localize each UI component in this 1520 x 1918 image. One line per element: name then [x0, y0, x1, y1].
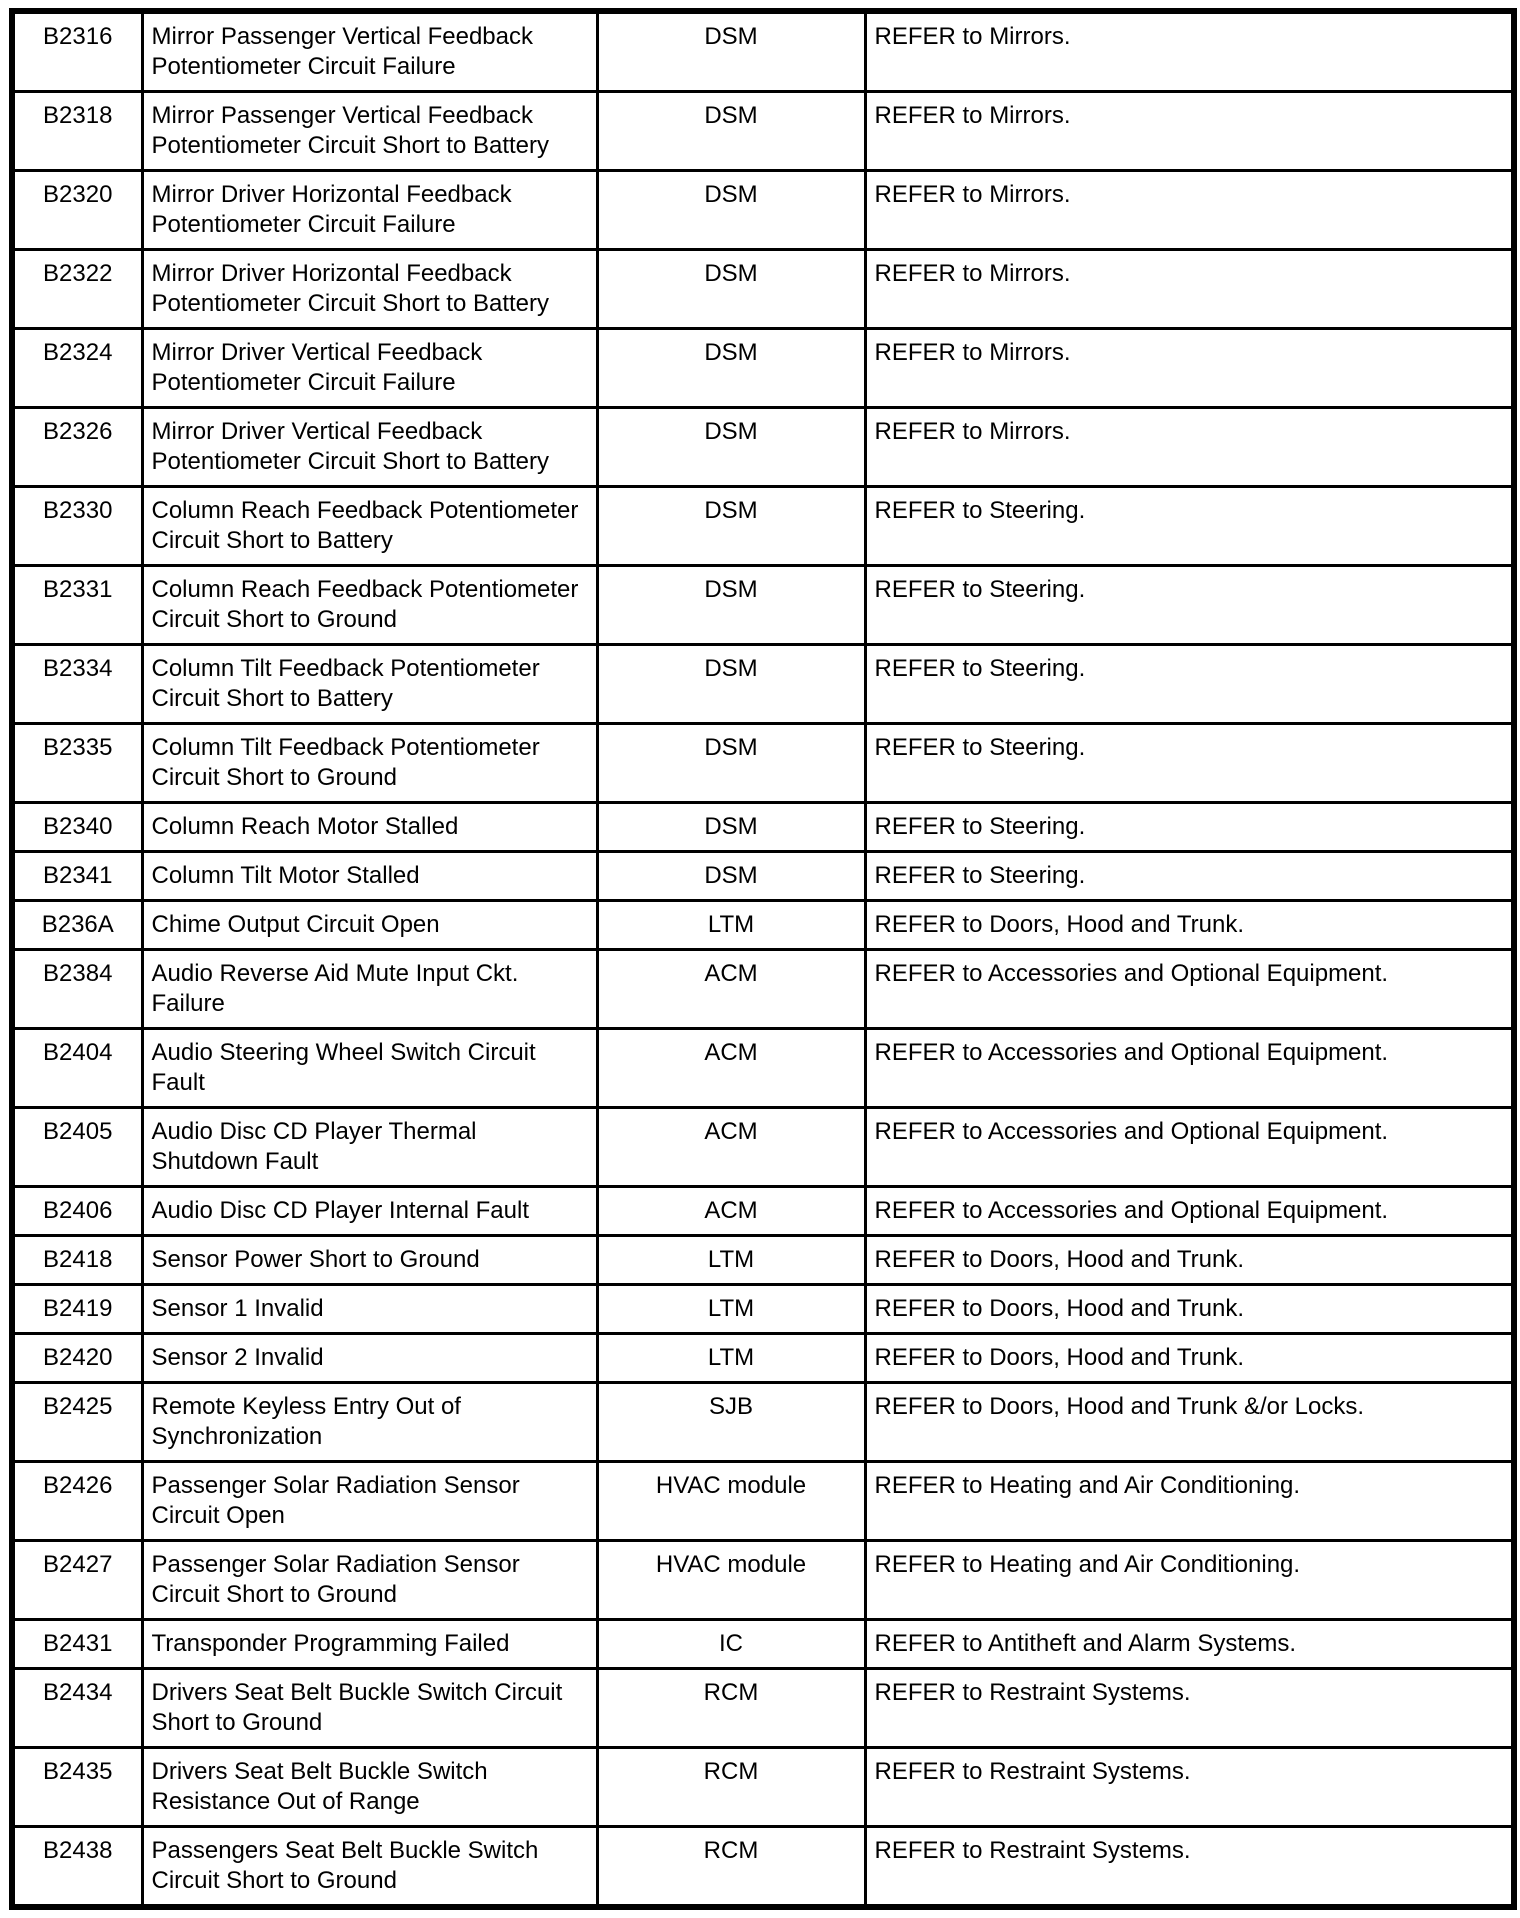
dtc-code-cell: B2438	[12, 1827, 142, 1908]
dtc-action-cell: REFER to Doors, Hood and Trunk.	[865, 1285, 1514, 1334]
dtc-description-cell: Column Tilt Motor Stalled	[142, 852, 597, 901]
dtc-module-cell: RCM	[597, 1669, 865, 1748]
dtc-module-cell: LTM	[597, 1334, 865, 1383]
dtc-table-row	[12, 329, 1514, 408]
dtc-code-cell: B2316	[12, 11, 142, 92]
dtc-code-cell: B2320	[12, 171, 142, 250]
dtc-action-cell: REFER to Heating and Air Conditioning.	[865, 1462, 1514, 1541]
dtc-code-cell: B2419	[12, 1285, 142, 1334]
dtc-description-cell: Passenger Solar Radiation Sensor Circuit Open	[142, 1462, 597, 1541]
dtc-code-cell: B2331	[12, 566, 142, 645]
dtc-description-cell: Remote Keyless Entry Out of Synchronization	[142, 1383, 597, 1462]
dtc-module-cell: RCM	[597, 1748, 865, 1827]
dtc-code-cell: B2340	[12, 803, 142, 852]
dtc-table-row	[12, 1334, 1514, 1383]
dtc-code-cell: B2406	[12, 1187, 142, 1236]
dtc-module-cell: DSM	[597, 566, 865, 645]
dtc-description-cell: Column Tilt Feedback Potentiometer Circuit Short to Battery	[142, 645, 597, 724]
dtc-table-row	[12, 852, 1514, 901]
dtc-table-row	[12, 803, 1514, 852]
dtc-description-cell: Column Reach Motor Stalled	[142, 803, 597, 852]
dtc-description-cell: Drivers Seat Belt Buckle Switch Circuit Short to Ground	[142, 1669, 597, 1748]
dtc-action-cell: REFER to Mirrors.	[865, 92, 1514, 171]
dtc-action-cell: REFER to Steering.	[865, 645, 1514, 724]
dtc-code-cell: B2405	[12, 1108, 142, 1187]
dtc-module-cell: DSM	[597, 171, 865, 250]
dtc-table-row	[12, 724, 1514, 803]
dtc-code-cell: B2431	[12, 1620, 142, 1669]
dtc-action-cell: REFER to Accessories and Optional Equipment.	[865, 1187, 1514, 1236]
dtc-module-cell: HVAC module	[597, 1541, 865, 1620]
dtc-description-cell: Audio Reverse Aid Mute Input Ckt. Failure	[142, 950, 597, 1029]
dtc-description-cell: Mirror Passenger Vertical Feedback Potentiometer Circuit Short to Battery	[142, 92, 597, 171]
dtc-table-row	[12, 408, 1514, 487]
dtc-table-row	[12, 1827, 1514, 1908]
dtc-description-cell: Sensor 2 Invalid	[142, 1334, 597, 1383]
dtc-module-cell: SJB	[597, 1383, 865, 1462]
dtc-description-cell: Passengers Seat Belt Buckle Switch Circuit Short to Ground	[142, 1827, 597, 1908]
dtc-description-cell: Mirror Driver Horizontal Feedback Potentiometer Circuit Short to Battery	[142, 250, 597, 329]
dtc-description-cell: Drivers Seat Belt Buckle Switch Resistance Out of Range	[142, 1748, 597, 1827]
dtc-code-cell: B2426	[12, 1462, 142, 1541]
dtc-table	[9, 8, 1517, 1910]
dtc-description-cell: Audio Steering Wheel Switch Circuit Fault	[142, 1029, 597, 1108]
dtc-code-cell: B2384	[12, 950, 142, 1029]
dtc-table-row	[12, 1285, 1514, 1334]
dtc-description-cell: Chime Output Circuit Open	[142, 901, 597, 950]
dtc-code-cell: B2420	[12, 1334, 142, 1383]
dtc-table-row	[12, 645, 1514, 724]
dtc-table-row	[12, 1462, 1514, 1541]
dtc-module-cell: ACM	[597, 1108, 865, 1187]
dtc-description-cell: Column Reach Feedback Potentiometer Circuit Short to Battery	[142, 487, 597, 566]
dtc-module-cell: DSM	[597, 11, 865, 92]
dtc-module-cell: RCM	[597, 1827, 865, 1908]
dtc-code-cell: B2427	[12, 1541, 142, 1620]
dtc-table-body	[12, 11, 1514, 1907]
dtc-description-cell: Audio Disc CD Player Thermal Shutdown Fault	[142, 1108, 597, 1187]
dtc-description-cell: Mirror Driver Vertical Feedback Potentiometer Circuit Short to Battery	[142, 408, 597, 487]
dtc-description-cell: Mirror Passenger Vertical Feedback Potentiometer Circuit Failure	[142, 11, 597, 92]
dtc-description-cell: Column Tilt Feedback Potentiometer Circuit Short to Ground	[142, 724, 597, 803]
dtc-module-cell: HVAC module	[597, 1462, 865, 1541]
dtc-action-cell: REFER to Doors, Hood and Trunk.	[865, 1236, 1514, 1285]
dtc-module-cell: DSM	[597, 487, 865, 566]
dtc-table-row	[12, 1383, 1514, 1462]
dtc-description-cell: Mirror Driver Horizontal Feedback Potentiometer Circuit Failure	[142, 171, 597, 250]
dtc-table-row	[12, 92, 1514, 171]
dtc-table-row	[12, 1620, 1514, 1669]
dtc-table-row	[12, 487, 1514, 566]
dtc-module-cell: DSM	[597, 852, 865, 901]
dtc-table-row	[12, 1187, 1514, 1236]
dtc-table-row	[12, 1748, 1514, 1827]
dtc-module-cell: DSM	[597, 250, 865, 329]
dtc-action-cell: REFER to Accessories and Optional Equipment.	[865, 950, 1514, 1029]
dtc-code-cell: B2326	[12, 408, 142, 487]
dtc-module-cell: ACM	[597, 1187, 865, 1236]
dtc-module-cell: DSM	[597, 92, 865, 171]
dtc-action-cell: REFER to Accessories and Optional Equipment.	[865, 1108, 1514, 1187]
dtc-description-cell: Mirror Driver Vertical Feedback Potentiometer Circuit Failure	[142, 329, 597, 408]
dtc-action-cell: REFER to Mirrors.	[865, 329, 1514, 408]
dtc-description-cell: Column Reach Feedback Potentiometer Circuit Short to Ground	[142, 566, 597, 645]
dtc-table-row	[12, 1541, 1514, 1620]
dtc-table-row	[12, 1669, 1514, 1748]
dtc-code-cell: B2322	[12, 250, 142, 329]
dtc-module-cell: DSM	[597, 803, 865, 852]
dtc-table-row	[12, 1108, 1514, 1187]
dtc-description-cell: Transponder Programming Failed	[142, 1620, 597, 1669]
dtc-code-cell: B2318	[12, 92, 142, 171]
dtc-action-cell: REFER to Doors, Hood and Trunk &/or Locks.	[865, 1383, 1514, 1462]
dtc-code-cell: B236A	[12, 901, 142, 950]
dtc-code-cell: B2434	[12, 1669, 142, 1748]
dtc-action-cell: REFER to Steering.	[865, 487, 1514, 566]
dtc-module-cell: DSM	[597, 645, 865, 724]
dtc-table-row	[12, 1029, 1514, 1108]
dtc-table-row	[12, 901, 1514, 950]
dtc-code-cell: B2341	[12, 852, 142, 901]
dtc-module-cell: DSM	[597, 329, 865, 408]
dtc-code-cell: B2418	[12, 1236, 142, 1285]
dtc-module-cell: ACM	[597, 950, 865, 1029]
dtc-module-cell: DSM	[597, 724, 865, 803]
dtc-module-cell: LTM	[597, 1236, 865, 1285]
dtc-code-cell: B2335	[12, 724, 142, 803]
dtc-code-cell: B2435	[12, 1748, 142, 1827]
dtc-description-cell: Audio Disc CD Player Internal Fault	[142, 1187, 597, 1236]
dtc-module-cell: LTM	[597, 1285, 865, 1334]
dtc-action-cell: REFER to Steering.	[865, 803, 1514, 852]
dtc-action-cell: REFER to Restraint Systems.	[865, 1748, 1514, 1827]
dtc-code-cell: B2404	[12, 1029, 142, 1108]
dtc-table-row	[12, 250, 1514, 329]
dtc-action-cell: REFER to Doors, Hood and Trunk.	[865, 1334, 1514, 1383]
dtc-action-cell: REFER to Restraint Systems.	[865, 1827, 1514, 1908]
dtc-table-row	[12, 566, 1514, 645]
dtc-code-cell: B2330	[12, 487, 142, 566]
dtc-action-cell: REFER to Accessories and Optional Equipment.	[865, 1029, 1514, 1108]
dtc-action-cell: REFER to Doors, Hood and Trunk.	[865, 901, 1514, 950]
dtc-action-cell: REFER to Antitheft and Alarm Systems.	[865, 1620, 1514, 1669]
dtc-action-cell: REFER to Steering.	[865, 724, 1514, 803]
dtc-code-cell: B2425	[12, 1383, 142, 1462]
dtc-action-cell: REFER to Steering.	[865, 566, 1514, 645]
dtc-action-cell: REFER to Mirrors.	[865, 171, 1514, 250]
dtc-action-cell: REFER to Steering.	[865, 852, 1514, 901]
dtc-action-cell: REFER to Restraint Systems.	[865, 1669, 1514, 1748]
dtc-table-row	[12, 11, 1514, 92]
dtc-action-cell: REFER to Mirrors.	[865, 250, 1514, 329]
dtc-description-cell: Passenger Solar Radiation Sensor Circuit Short to Ground	[142, 1541, 597, 1620]
dtc-module-cell: IC	[597, 1620, 865, 1669]
dtc-module-cell: LTM	[597, 901, 865, 950]
dtc-description-cell: Sensor 1 Invalid	[142, 1285, 597, 1334]
dtc-action-cell: REFER to Mirrors.	[865, 11, 1514, 92]
dtc-description-cell: Sensor Power Short to Ground	[142, 1236, 597, 1285]
dtc-table-row	[12, 950, 1514, 1029]
dtc-code-cell: B2334	[12, 645, 142, 724]
dtc-action-cell: REFER to Mirrors.	[865, 408, 1514, 487]
dtc-code-cell: B2324	[12, 329, 142, 408]
dtc-module-cell: DSM	[597, 408, 865, 487]
dtc-module-cell: ACM	[597, 1029, 865, 1108]
dtc-table-row	[12, 1236, 1514, 1285]
dtc-table-row	[12, 171, 1514, 250]
dtc-action-cell: REFER to Heating and Air Conditioning.	[865, 1541, 1514, 1620]
